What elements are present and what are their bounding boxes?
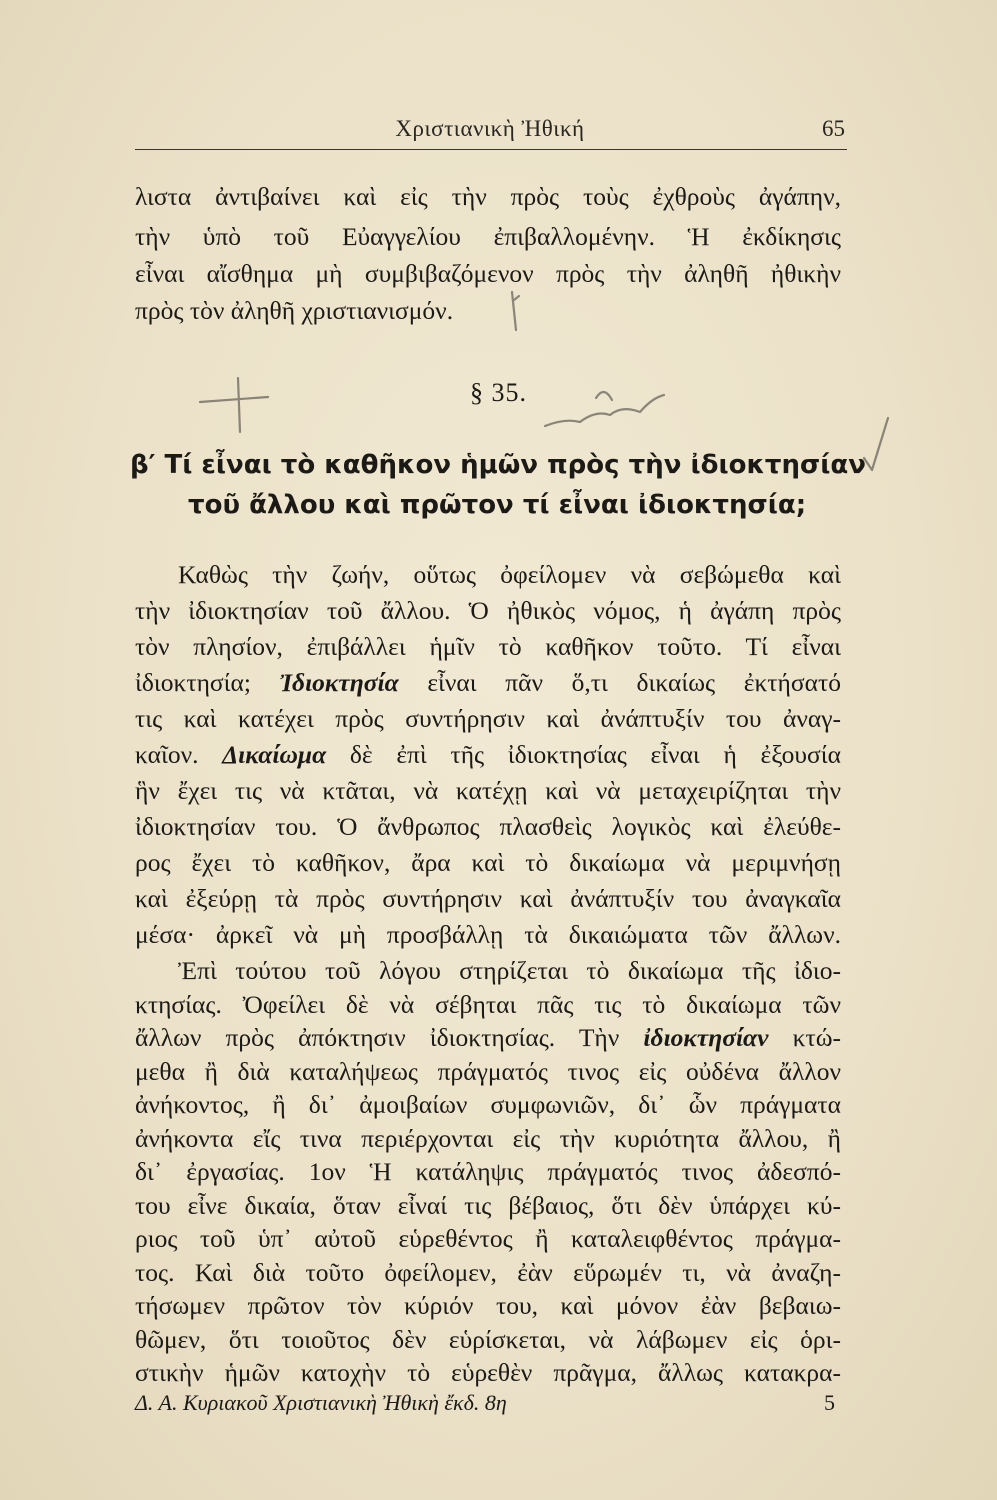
text-line: δι᾽ ἐργασίας. 1ον Ἡ κατάληψις πράγματός τινος ἀδεσπό- — [135, 1157, 841, 1186]
text-line — [135, 668, 841, 698]
section-number: § 35. — [470, 378, 527, 407]
text-line: ρος ἔχει τὸ καθῆκον, ἄρα καὶ τὸ δικαίωμα νὰ μεριμνήσῃ — [135, 848, 841, 877]
text-run: ἰδιοκτησία; — [135, 668, 280, 697]
section-heading-line-2: τοῦ ἄλλου καὶ πρῶτον τί εἶναι ἰδιοκτησία; — [188, 490, 807, 520]
page-footer — [135, 1390, 835, 1420]
text-line: Ἐπὶ τούτου τοῦ λόγου στηρίζεται τὸ δικαίωμα τῆς ἰδιο- — [178, 956, 841, 985]
text-line: μεθα ἢ διὰ καταλήψεως πράγματός τινος εἰς οὐδένα ἄλλον — [135, 1056, 841, 1086]
text-line: τὴν ὑπὸ τοῦ Εὐαγγελίου ἐπιβαλλομένην. Ἡ ἐκδίκησις — [135, 222, 841, 251]
running-head — [135, 116, 845, 146]
text-line: Καθὼς τὴν ζωήν, οὕτως ὀφείλομεν νὰ σεβώμεθα καὶ — [178, 560, 841, 589]
text-line: κτησίας. Ὀφείλει δὲ νὰ σέβηται πᾶς τις τὸ δικαίωμα τῶν — [135, 989, 841, 1019]
text-line: καὶ ἐξεύρῃ τὰ πρὸς συντήρησιν καὶ ἀνάπτυξίν του ἀναγκαῖα — [135, 884, 841, 913]
text-run: ἄλλων πρὸς ἀπόκτησιν ἰδιοκτησίας. Τὴν — [135, 1023, 644, 1052]
header-rule — [135, 149, 847, 150]
page-number: 65 — [822, 116, 845, 141]
text-run: καῖον. — [135, 740, 223, 769]
text-line: τήσωμεν πρῶτον τὸν κύριόν του, καὶ μόνον ἐὰν βεβαιω- — [135, 1291, 841, 1320]
text-run: δὲ ἐπὶ τῆς ἰδιοκτησίας εἶναι ἡ ἐξουσία — [326, 740, 841, 769]
text-line: τὴν ἰδιοκτησίαν τοῦ ἄλλου. Ὁ ἠθικὸς νόμος, ἡ ἀγάπη πρὸς — [135, 596, 841, 625]
text-line: ριος τοῦ ὑπ᾽ αὐτοῦ εὑρεθέντος ἢ καταλειφθέντος πράγμα- — [135, 1224, 841, 1253]
text-line: ἣν ἔχει τις νὰ κτᾶται, νὰ κατέχῃ καὶ νὰ μεταχειρίζηται τὴν — [135, 776, 841, 805]
term-idioktisia: Ἰδιοκτησία — [279, 668, 399, 697]
text-line: στικὴν ἡμῶν κατοχὴν τὸ εὑρεθὲν πρᾶγμα, ἄλλως κατακρα- — [135, 1358, 841, 1387]
term-dikaioma: Δικαίωμα — [222, 740, 327, 769]
text-run: κτώ- — [768, 1023, 841, 1052]
text-line — [135, 740, 841, 770]
term-idioktisian: ἰδιοκτησίαν — [643, 1023, 769, 1052]
text-line: εἶναι αἴσθημα μὴ συμβιβαζόμενον πρὸς τὴν ἀληθῆ ἠθικὴν — [135, 259, 841, 288]
pencil-check-mark — [864, 418, 888, 470]
text-line: ἀνήκοντος, ἢ δι᾽ ἀμοιβαίων συμφωνιῶν, δι᾽ ὧν πράγματα — [135, 1090, 841, 1119]
section-heading-line-1: β′ Τί εἶναι τὸ καθῆκον ἡμῶν πρὸς τὴν ἰδιοκτησίαν — [130, 450, 866, 480]
text-line: πρὸς τὸν ἀληθῆ χριστιανισμόν. — [135, 296, 454, 325]
text-line: του εἶνε δικαία, ὅταν εἶναί τις βέβαιος, ὅτι δὲν ὑπάρχει κύ- — [135, 1190, 841, 1220]
text-run: εἶναι πᾶν ὅ,τι δικαίως ἐκτήσατό — [398, 668, 841, 697]
text-line: μέσα· ἀρκεῖ νὰ μὴ προσβάλλῃ τὰ δικαιώματα τῶν ἄλλων. — [135, 920, 841, 949]
signature-mark: 5 — [824, 1390, 835, 1415]
text-line: ἀνήκοντα εἴς τινα περιέρχονται εἰς τὴν κυριότητα ἄλλου, ἢ — [135, 1123, 841, 1153]
text-line: λιστα ἀντιβαίνει καὶ εἰς τὴν πρὸς τοὺς ἐχθροὺς ἀγάπην, — [135, 182, 841, 211]
running-title: Χριστιανικὴ Ἠθική — [395, 116, 585, 141]
text-line: τις καὶ κατέχει πρὸς συντήρησιν καὶ ἀνάπτυξίν του ἀναγ- — [135, 704, 841, 733]
footer-imprint: Δ. Α. Κυριακοῦ Χριστιανικὴ Ἠθικὴ ἔκδ. 8η — [135, 1390, 507, 1415]
text-line: ἰδιοκτησίαν του. Ὁ ἄνθρωπος πλασθεὶς λογικὸς καὶ ἐλεύθε- — [135, 812, 841, 841]
text-line: θῶμεν, ὅτι τοιοῦτος δὲν εὑρίσκεται, νὰ λάβωμεν εἰς ὁρι- — [135, 1324, 841, 1354]
text-line: τος. Καὶ διὰ τοῦτο ὀφείλομεν, ἐὰν εὕρωμέν τι, νὰ ἀναζη- — [135, 1257, 841, 1287]
text-line — [135, 1023, 841, 1053]
text-line: τὸν πλησίον, ἐπιβάλλει ἡμῖν τὸ καθῆκον τοῦτο. Τί εἶναι — [135, 632, 841, 661]
